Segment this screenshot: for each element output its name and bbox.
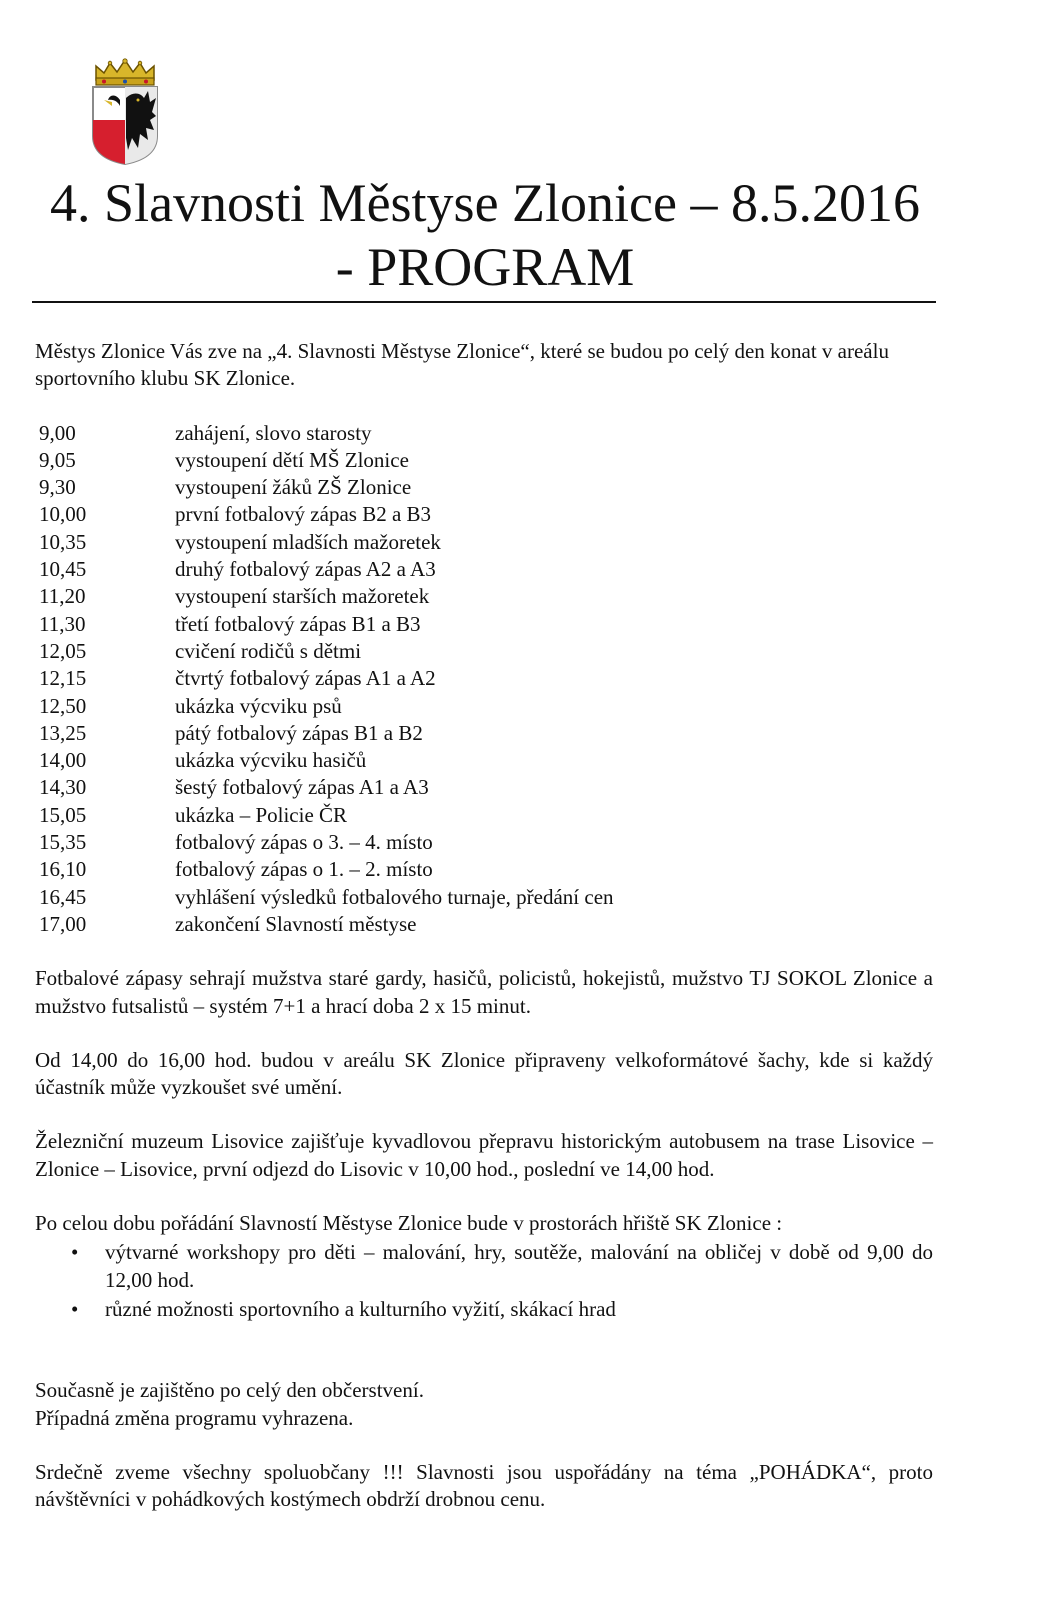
schedule-time: 14,30	[39, 775, 87, 800]
schedule-time: 11,30	[39, 611, 86, 636]
schedule-row	[35, 856, 933, 883]
bullet-icon: •	[71, 1240, 79, 1265]
schedule-time: 9,00	[39, 420, 76, 445]
museum-paragraph: Železniční muzeum Lisovice zajišťuje kyvadlovou přepravu historickým autobusem na trase Lisovice – Zlonice – Lisovice, první odjezd do Lisovic v 10,00 hod., poslední ve 14,00 hod.	[35, 1129, 933, 1181]
schedule-time: 13,25	[39, 720, 87, 745]
schedule-event: třetí fotbalový zápas B1 a B3	[175, 611, 421, 636]
schedule-time: 14,00	[39, 748, 87, 773]
schedule-row	[35, 420, 933, 447]
schedule-event: první fotbalový zápas B2 a B3	[175, 502, 432, 527]
schedule-time: 12,05	[39, 638, 87, 663]
football-paragraph: Fotbalové zápasy sehrají mužstva staré gardy, hasičů, policistů, hokejistů, mužstvo TJ SOKOL Zlonice a mužstvo futsalistů – systém 7+1 a hrací doba 2 x 15 minut.	[35, 966, 933, 1018]
title-divider	[32, 301, 936, 303]
schedule-row	[35, 720, 933, 747]
schedule-event: zakončení Slavností městyse	[175, 911, 417, 936]
schedule-event: fotbalový zápas o 1. – 2. místo	[175, 857, 433, 882]
all-day-paragraph: Po celou dobu pořádání Slavností Městyse Zlonice bude v prostorách hřiště SK Zlonice :	[35, 1211, 783, 1236]
schedule-row	[35, 747, 933, 774]
activities-list	[35, 1239, 933, 1323]
crown-icon	[96, 59, 154, 85]
document-body	[35, 338, 933, 1513]
list-item	[35, 1239, 933, 1294]
list-item-text: různé možnosti sportovního a kulturního vyžití, skákací hrad	[105, 1296, 616, 1321]
schedule-row	[35, 474, 933, 501]
schedule-row	[35, 556, 933, 583]
schedule-event: vystoupení starších mažoretek	[175, 584, 430, 609]
schedule-event: ukázka – Policie ČR	[175, 802, 348, 827]
schedule-time: 17,00	[39, 911, 87, 936]
schedule-row	[35, 665, 933, 692]
list-item-text: výtvarné workshopy pro děti – malování, hry, soutěže, malování na obličej v době od 9,00 do 12,00 hod.	[105, 1240, 933, 1292]
schedule-event: ukázka výcviku psů	[175, 693, 342, 718]
program-change-line: Případná změna programu vyhrazena.	[35, 1405, 354, 1430]
schedule-row	[35, 884, 933, 911]
schedule-row	[35, 774, 933, 801]
schedule-event: šestý fotbalový zápas A1 a A3	[175, 775, 429, 800]
schedule-event: čtvrtý fotbalový zápas A1 a A2	[175, 666, 436, 691]
page-title: 4. Slavnosti Městyse Zlonice – 8.5.2016	[50, 173, 920, 233]
schedule-event: druhý fotbalový zápas A2 a A3	[175, 557, 436, 582]
schedule-time: 10,45	[39, 557, 87, 582]
schedule-time: 10,35	[39, 529, 87, 554]
refreshments-line: Současně je zajištěno po celý den občerstvení.	[35, 1378, 424, 1403]
schedule-time: 16,45	[39, 884, 87, 909]
chess-paragraph: Od 14,00 do 16,00 hod. budou v areálu SK Zlonice připraveny velkoformátové šachy, kde si každý účastník může vyzkoušet své umění.	[35, 1047, 933, 1100]
shield-icon	[93, 87, 157, 164]
schedule-row	[35, 829, 933, 856]
schedule-row	[35, 802, 933, 829]
schedule-time: 11,20	[39, 584, 86, 609]
schedule-time: 10,00	[39, 502, 87, 527]
schedule-event: vystoupení žáků ZŠ Zlonice	[175, 475, 412, 500]
schedule-event: pátý fotbalový zápas B1 a B2	[175, 720, 423, 745]
schedule-time: 16,10	[39, 857, 87, 882]
schedule-time: 9,30	[39, 475, 76, 500]
schedule-time: 12,50	[39, 693, 87, 718]
schedule-event: vystoupení mladších mažoretek	[175, 529, 441, 554]
page-subtitle: - PROGRAM	[335, 237, 635, 297]
list-item	[35, 1296, 933, 1323]
schedule-event: vyhlášení výsledků fotbalového turnaje, předání cen	[175, 884, 614, 909]
schedule-event: zahájení, slovo starosty	[175, 420, 372, 445]
town-coat-of-arms-icon	[90, 58, 160, 166]
schedule-time: 9,05	[39, 447, 76, 472]
bullet-icon: •	[71, 1296, 79, 1321]
schedule-row	[35, 693, 933, 720]
schedule-row	[35, 611, 933, 638]
program-schedule	[35, 420, 933, 939]
schedule-time: 15,05	[39, 802, 87, 827]
schedule-row	[35, 447, 933, 474]
schedule-event: vystoupení dětí MŠ Zlonice	[175, 447, 409, 472]
schedule-row	[35, 529, 933, 556]
schedule-event: ukázka výcviku hasičů	[175, 748, 367, 773]
schedule-row	[35, 638, 933, 665]
schedule-event: fotbalový zápas o 3. – 4. místo	[175, 830, 433, 855]
schedule-event: cvičení rodičů s dětmi	[175, 638, 362, 663]
schedule-row	[35, 501, 933, 528]
schedule-time: 15,35	[39, 830, 87, 855]
schedule-time: 12,15	[39, 666, 87, 691]
schedule-row	[35, 583, 933, 610]
schedule-row	[35, 911, 933, 938]
invitation-paragraph: Srdečně zveme všechny spoluobčany !!! Slavnosti jsou uspořádány na téma „POHÁDKA“, proto návštěvníci v pohádkových kostýmech obdrží drobnou cenu.	[35, 1459, 933, 1512]
intro-paragraph: Městys Zlonice Vás zve na „4. Slavnosti Městyse Zlonice“, které se budou po celý den konat v areálu sportovního klubu SK Zlonice.	[35, 339, 889, 391]
